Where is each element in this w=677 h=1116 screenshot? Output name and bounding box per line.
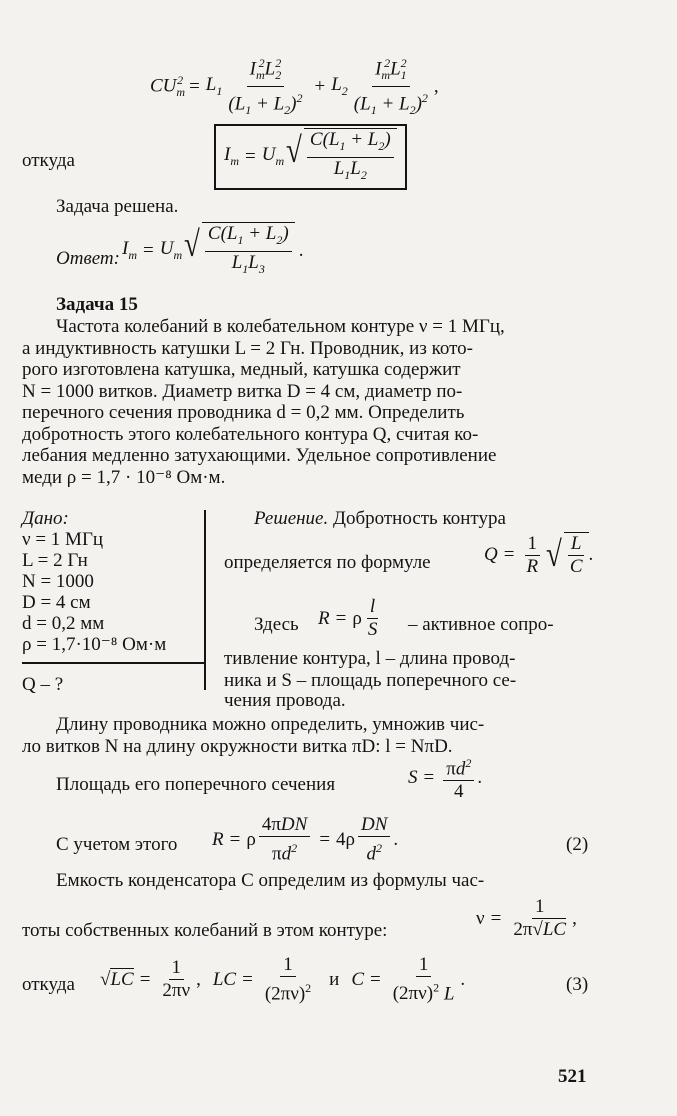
solution-text-2: определяется по формуле: [224, 552, 431, 573]
equation-number-2: (2): [566, 834, 589, 855]
page-number: 521: [558, 1066, 587, 1087]
find-label: Q – ?: [22, 674, 64, 695]
problem-line: лебания медленно затухающими. Удельное сопротивление: [22, 445, 497, 466]
answer-formula: $I_m$ = $U_m$ √ $\frac{C(L_1 + L_2)}{L_1L_3}$ .: [122, 222, 303, 280]
problem-line: рого изготовлена катушка, медный, катушка содержит: [22, 359, 461, 380]
energy-formula: $CU_m^2$ = $L_1$ $\frac{I_m^2L_2^2}{(L_1 + L_2)^2}$ + $L_2$ $\frac{I_m^2L_1^2}{(L_1 + L_2)^2}$ ,: [150, 52, 439, 121]
answer-label: Ответ:: [56, 248, 120, 269]
with-this-text: С учетом этого: [56, 834, 178, 855]
given-block: [22, 508, 202, 655]
problem-line: добротность этого колебательного контура Q, считая ко-: [22, 423, 479, 445]
quality-formula: Q = $\frac{1}{R}$ √ $\frac{L}{C}$ .: [484, 532, 594, 577]
active-text-4: чения провода.: [224, 690, 346, 711]
r-full-formula: R = ρ $\frac{\text{4πDN}}{\pi d^2}$ = 4ρ $\frac{DN}{d^2}$ .: [212, 814, 399, 865]
and-word: и: [329, 968, 340, 990]
problem-line: а индуктивность катушки L = 2 Гн. Проводник, из кото-: [22, 337, 473, 359]
problem-line: перечного сечения проводника d = 0,2 мм. Определить: [22, 402, 465, 423]
problem-statement: [22, 316, 662, 488]
given-item: D = 4 см: [22, 592, 91, 613]
otkuda2-label: откуда: [22, 974, 75, 995]
length-text-2: ло витков N на длину окружности витка πD: l = NπD.: [22, 736, 453, 757]
otkuda-label: откуда: [22, 150, 75, 171]
cap-text-1: Емкость конденсатора C определим из формулы час-: [56, 870, 485, 891]
current-formula-boxed: $I_m$ = $U_m$ √ $\frac{C(L_1 + L_2)}{L_1L_2}$: [214, 124, 407, 190]
given-item: N = 1000: [22, 571, 94, 592]
active-text-1: – активное сопро-: [408, 614, 554, 635]
given-item: L = 2 Гн: [22, 550, 88, 571]
solution-text-1: Добротность контура: [333, 508, 506, 529]
solution-line-1: [254, 508, 506, 530]
problem-line: Частота колебаний в колебательном контуре ν = 1 МГц,: [56, 316, 505, 337]
problem-line: N = 1000 витков. Диаметр витка D = 4 см, диаметр по-: [22, 380, 463, 402]
solved-text: Задача решена.: [56, 196, 179, 217]
given-title: Дано:: [22, 508, 69, 529]
resistance-formula: R = ρ $\frac{l}{S}$: [318, 596, 378, 640]
cap-text-2: тоты собственных колебаний в этом контуре:: [22, 920, 388, 941]
active-text-2: тивление контура, l – длина провод-: [224, 648, 516, 669]
equation-number-3: (3): [566, 974, 589, 995]
given-item: ρ = 1,7·10⁻⁸ Ом·м: [22, 634, 167, 655]
length-text-1: Длину проводника можно определить, умножив чис-: [56, 714, 485, 735]
here-label: Здесь: [254, 614, 299, 635]
given-item: d = 0,2 мм: [22, 613, 105, 634]
problem-title: Задача 15: [56, 294, 138, 315]
solution-label: Решение.: [254, 508, 329, 529]
given-item: ν = 1 МГц: [22, 529, 104, 550]
given-horizontal-divider: [22, 662, 206, 664]
capacitance-formula: √ LC = $\frac{1}{2\pi\nu}$ , LC = $\frac{1}{(2\pi\nu)^2}$ и C = $\frac{1}{(2\pi\nu)^2 L}$ .: [100, 954, 466, 1005]
area-formula: S = $\frac{\pi d^2}{4}$ .: [408, 752, 482, 803]
frequency-formula: ν = $\frac{1}{2\pi√LC}$ ,: [476, 896, 577, 940]
area-text: Площадь его поперечного сечения: [56, 774, 336, 795]
active-text-3: ника и S – площадь поперечного се-: [224, 670, 517, 691]
problem-line: меди ρ = 1,7 · 10⁻⁸ Ом·м.: [22, 466, 226, 488]
